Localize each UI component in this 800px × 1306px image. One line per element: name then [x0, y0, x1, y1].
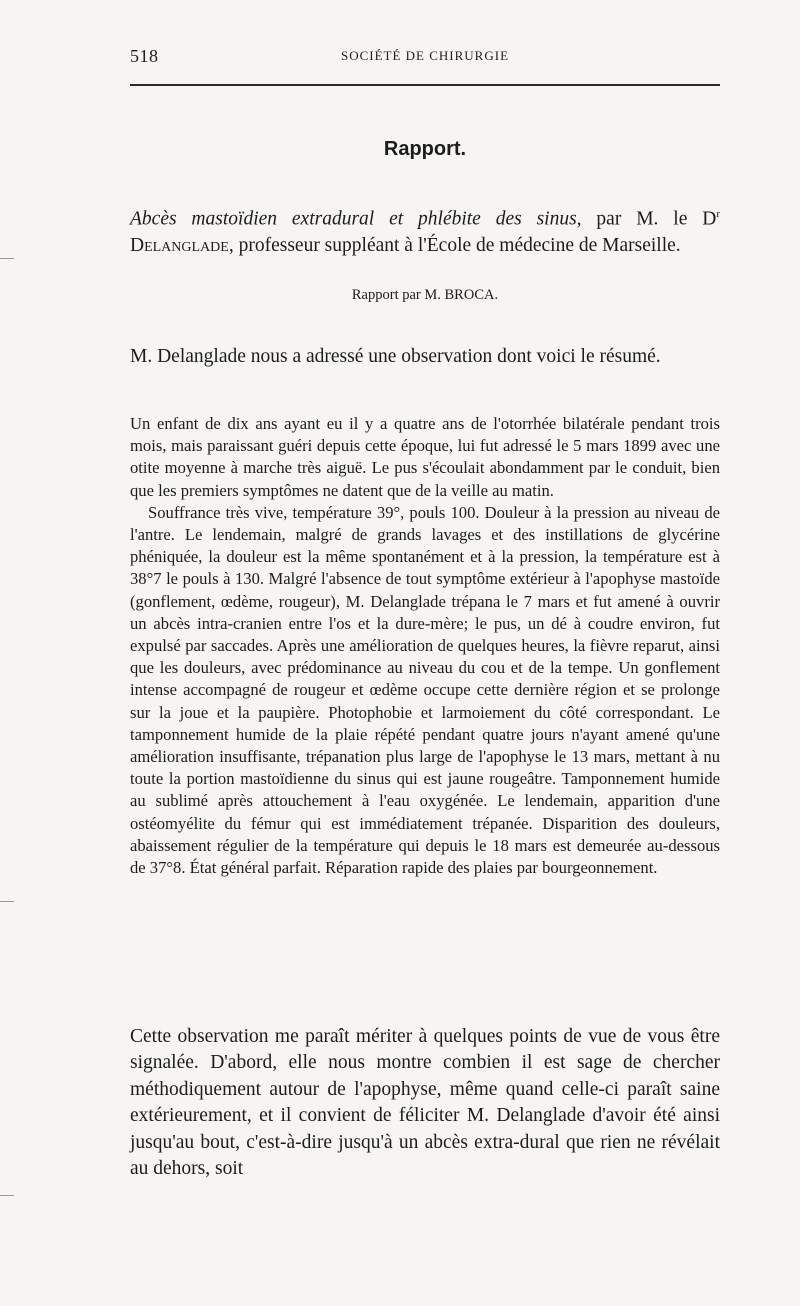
- scan-edge-mark: [0, 901, 14, 902]
- article-author: Delanglade: [130, 234, 229, 256]
- section-title: Rapport.: [383, 138, 467, 160]
- running-head: SOCIÉTÉ DE CHIRURGIE: [340, 48, 510, 63]
- body-paragraph-1: Cette observation me paraît mériter à quelques points de vue de vous être signalée. D'abord, elle nous montre combien il est sage de chercher méthodiquement autour de l'apophyse, même quand celle-ci paraît saine extérieurement, et il convient de féliciter M. Delanglade d'avoir été ainsi jusqu'au bout, c'est-à-dire jusqu'à un abcès extra-dural que rien ne révélait au dehors, soit: [130, 1026, 720, 1180]
- article-heading: [130, 201, 720, 259]
- doctor-superscript: r: [716, 208, 720, 220]
- article-by: par M. le D: [581, 208, 717, 230]
- report-body: [130, 1024, 720, 1182]
- scan-edge-mark: [0, 1195, 14, 1196]
- intro-paragraph: M. Delanglade nous a adressé une observation dont voici le résumé.: [130, 346, 661, 367]
- case-summary: [130, 413, 720, 879]
- header-rule: [130, 84, 720, 86]
- scan-edge-mark: [0, 258, 14, 259]
- summary-paragraph-2: Souffrance très vive, température 39°, pouls 100. Douleur à la pression au niveau de l'antre. Le lendemain, malgré de grands lavages et des instillations de glycérine phéniquée, la douleur est la même spontanément et à la pression, la température est à 38°7 le pouls à 130. Malgré l'absence de tout symptôme extérieur à l'apophyse mastoïde (gonflement, œdème, rougeur), M. Delanglade trépana le 7 mars et fut amené à ouvrir un abcès intra-cranien entre l'os et la dure-mère; le pus, un dé à coudre environ, fut expulsé par saccades. Après une amélioration de quelques heures, la fièvre reparut, ainsi que les douleurs, avec prédominance au niveau du cou et de la tempe. Un gonflement intense accompagné de rougeur et œdème occupe cette dernière région et se prolonge sur la joue et la paupière. Photophobie et larmoiement du côté correspondant. Le tamponnement humide de la plaie répété pendant quatre jours n'ayant amené qu'une amélioration insuffisante, trépanation plus large de l'apophyse le 13 mars, mettant à nu toute la portion mastoïdienne du sinus qui est jaune rougeâtre. Tamponnement humide au sublimé après attouchement à l'eau oxygénée. Le lendemain, apparition d'une ostéomyélite du fémur qui est immédiatement trépanée. Disparition des douleurs, abaissement régulier de la température qui depuis le 18 mars est demeurée au-dessous de 37°8. État général parfait. Réparation rapide des plaies par bourgeonnement.: [130, 502, 720, 878]
- article-title: Abcès mastoïdien extradural et phlébite des sinus,: [130, 208, 582, 230]
- reporter-line: Rapport par M. BROCA.: [351, 287, 499, 303]
- page-header: [130, 46, 720, 68]
- summary-paragraph-1: Un enfant de dix ans ayant eu il y a quatre ans de l'otorrhée bilatérale pendant trois mois, mais paraissant guéri depuis cette époque, lui fut adressé le 5 mars 1899 avec une otite moyenne à marche très aiguë. Le pus s'écoulait abondamment par le conduit, bien que les premiers symptômes ne datent que de la veille au matin.: [130, 414, 720, 500]
- page-number: 518: [130, 46, 159, 66]
- article-affiliation: , professeur suppléant à l'École de médecine de Marseille.: [228, 234, 681, 256]
